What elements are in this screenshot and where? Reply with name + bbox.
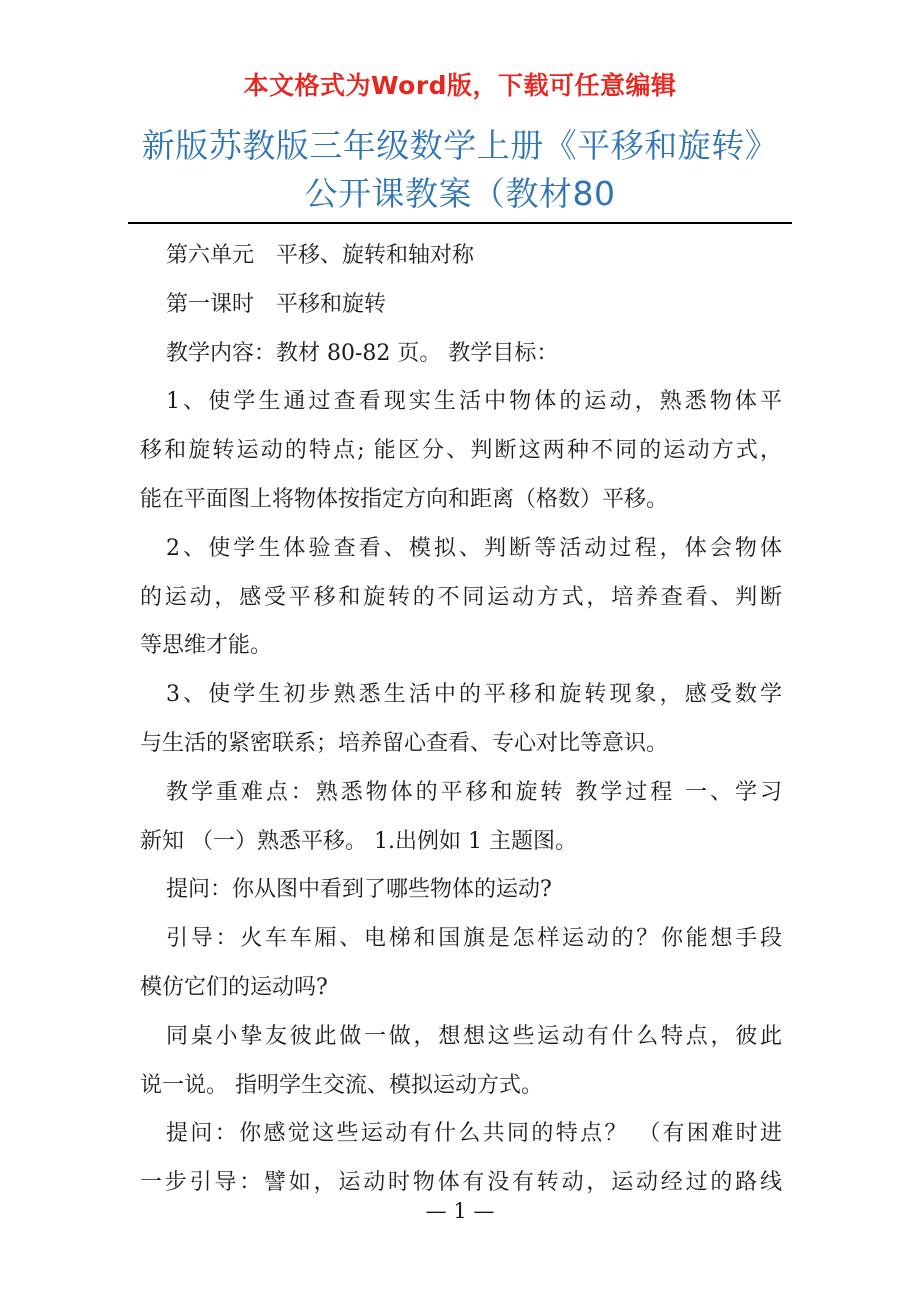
body-line-goal-2a: 2、使学生体验查看、模拟、判断等活动过程，体会物体 [166,535,782,561]
body-line-goal-1c: 能在平面图上将物体按指定方向和距离（格数）平移。 [140,486,669,512]
body-line-question-2b: 一步引导：譬如，运动时物体有没有转动，运动经过的路线 [140,1170,782,1196]
body-line-lesson: 第一课时 平移和旋转 [166,291,387,317]
document-body [140,232,782,1208]
body-line-content: 教学内容：教材 80-82 页。 教学目标： [166,340,559,366]
format-banner: 本文格式为Word版，下载可任意编辑 [243,71,677,100]
body-line-question-1: 提问：你从图中看到了哪些物体的运动? [166,877,552,903]
body-line-peers-a: 同桌小挚友彼此做一做，想想这些运动有什么特点，彼此 [166,1023,782,1049]
document-title-line-1: 新版苏教版三年级数学上册《平移和旋转》 [141,126,779,165]
body-line-goal-1b: 移和旋转运动的特点; 能区分、判断这两种不同的运动方式， [140,438,782,464]
body-line-new-knowledge: 新知 （一）熟悉平移。 1.出例如 1 主题图。 [140,828,577,854]
body-line-goal-1a: 1、使学生通过查看现实生活中物体的运动，熟悉物体平 [166,389,782,415]
body-line-goal-3b: 与生活的紧密联系；培养留心查看、专心对比等意识。 [140,730,669,756]
body-line-guide-b: 模仿它们的运动吗? [140,974,328,1000]
body-line-unit: 第六单元 平移、旋转和轴对称 [166,243,475,268]
body-line-key-points: 教学重难点：熟悉物体的平移和旋转 教学过程 一、学习 [166,779,782,805]
document-title-line-2: 公开课教案（教材80 [304,174,616,213]
body-line-goal-3a: 3、使学生初步熟悉生活中的平移和旋转现象，感受数学 [166,682,782,708]
body-line-goal-2b: 的运动，感受平移和旋转的不同运动方式，培养查看、判断 [140,584,782,610]
body-line-guide-a: 引导：火车车厢、电梯和国旗是怎样运动的？你能想手段 [166,926,782,952]
page-number: — 1 — [425,1199,495,1223]
body-line-question-2a: 提问：你感觉这些运动有什么共同的特点？ （有困难时进 [166,1121,782,1147]
title-divider [128,222,792,224]
body-line-peers-b: 说一说。 指明学生交流、模拟运动方式。 [140,1072,543,1098]
body-line-goal-2c: 等思维才能。 [140,633,273,659]
